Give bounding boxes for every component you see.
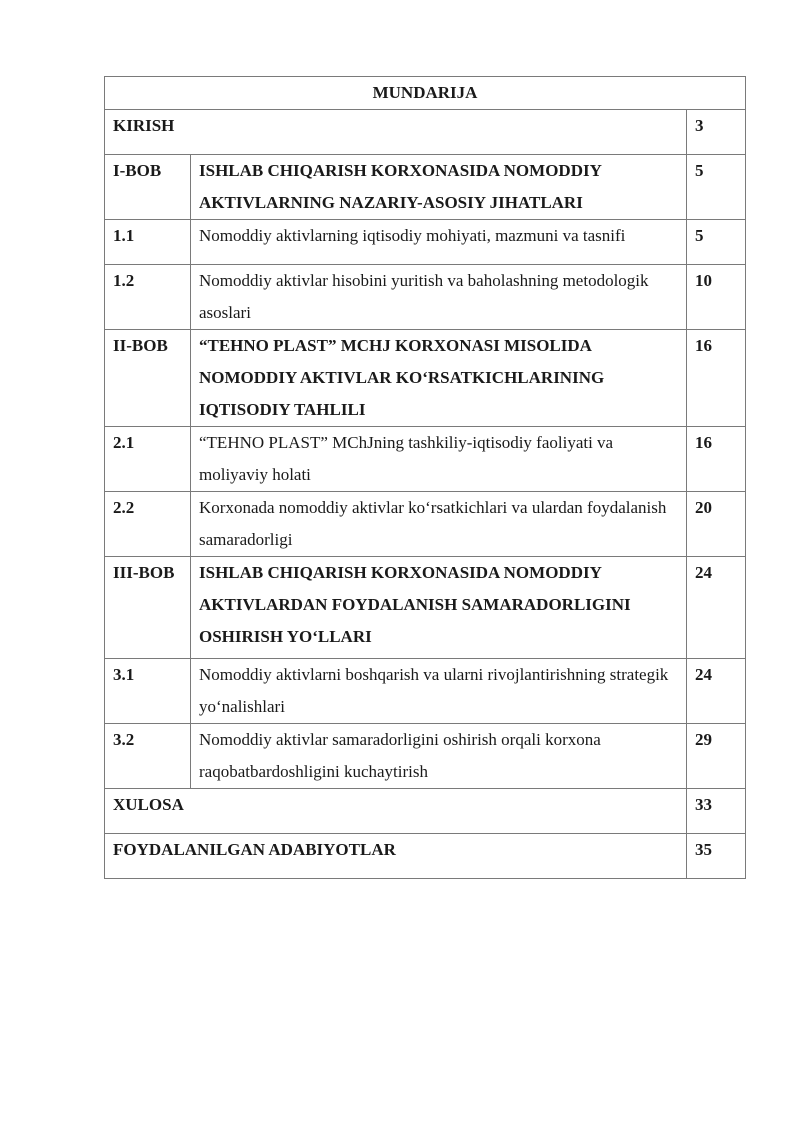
toc-page-number: 24 bbox=[687, 557, 746, 659]
toc-row-section-2-1 bbox=[105, 427, 746, 492]
toc-page-number: 33 bbox=[687, 789, 746, 834]
toc-row-kirish bbox=[105, 110, 746, 155]
toc-entry-text: Nomoddiy aktivlar samaradorligini oshirish orqali korxona raqobatbardoshligini kuchaytirish bbox=[191, 724, 687, 789]
toc-row-section-2-2 bbox=[105, 492, 746, 557]
toc-row-section-3-2 bbox=[105, 724, 746, 789]
toc-page-number: 5 bbox=[687, 220, 746, 265]
toc-row-section-1-1 bbox=[105, 220, 746, 265]
table-of-contents bbox=[104, 76, 746, 879]
toc-entry-number: III-BOB bbox=[105, 557, 191, 659]
toc-row-section-3-1 bbox=[105, 659, 746, 724]
toc-entry-number: II-BOB bbox=[105, 330, 191, 427]
toc-entry-number: 1.1 bbox=[105, 220, 191, 265]
toc-title: MUNDARIJA bbox=[105, 77, 746, 110]
toc-row-chapter-2 bbox=[105, 330, 746, 427]
toc-page-number: 20 bbox=[687, 492, 746, 557]
toc-entry-text: “TEHNO PLAST” MChJning tashkiliy-iqtisodiy faoliyati va moliyaviy holati bbox=[191, 427, 687, 492]
toc-row-chapter-1 bbox=[105, 155, 746, 220]
toc-entry-text: Nomoddiy aktivlarni boshqarish va ularni rivojlantirishning strategik yo‘nalishlari bbox=[191, 659, 687, 724]
toc-entry-text: Korxonada nomoddiy aktivlar ko‘rsatkichlari va ulardan foydalanish samaradorligi bbox=[191, 492, 687, 557]
toc-entry-number: I-BOB bbox=[105, 155, 191, 220]
toc-entry-number: 2.2 bbox=[105, 492, 191, 557]
toc-entry-text: FOYDALANILGAN ADABIYOTLAR bbox=[105, 834, 687, 879]
toc-entry-number: 1.2 bbox=[105, 265, 191, 330]
toc-entry-text: KIRISH bbox=[105, 110, 687, 155]
toc-entry-number: 3.1 bbox=[105, 659, 191, 724]
toc-row-chapter-3 bbox=[105, 557, 746, 659]
toc-page-number: 5 bbox=[687, 155, 746, 220]
toc-entry-text: ISHLAB CHIQARISH KORXONASIDA NOMODDIY AKTIVLARDAN FOYDALANISH SAMARADORLIGINI OSHIRISH YO‘LLARI bbox=[191, 557, 687, 659]
toc-entry-number: 2.1 bbox=[105, 427, 191, 492]
toc-row-section-1-2 bbox=[105, 265, 746, 330]
toc-page-number: 3 bbox=[687, 110, 746, 155]
toc-entry-number: 3.2 bbox=[105, 724, 191, 789]
toc-page-number: 16 bbox=[687, 427, 746, 492]
toc-page-number: 10 bbox=[687, 265, 746, 330]
toc-entry-text: XULOSA bbox=[105, 789, 687, 834]
toc-row-xulosa bbox=[105, 789, 746, 834]
toc-page-number: 29 bbox=[687, 724, 746, 789]
toc-entry-text: Nomoddiy aktivlar hisobini yuritish va baholashning metodologik asoslari bbox=[191, 265, 687, 330]
toc-entry-text: ISHLAB CHIQARISH KORXONASIDA NOMODDIY AKTIVLARNING NAZARIY-ASOSIY JIHATLARI bbox=[191, 155, 687, 220]
toc-page-number: 35 bbox=[687, 834, 746, 879]
toc-page-number: 16 bbox=[687, 330, 746, 427]
toc-row-references bbox=[105, 834, 746, 879]
toc-entry-text: Nomoddiy aktivlarning iqtisodiy mohiyati, mazmuni va tasnifi bbox=[191, 220, 687, 265]
toc-page-number: 24 bbox=[687, 659, 746, 724]
toc-entry-text: “TEHNO PLAST” MCHJ KORXONASI MISOLIDA NOMODDIY AKTIVLAR KO‘RSATKICHLARINING IQTISODIY TAHLILI bbox=[191, 330, 687, 427]
